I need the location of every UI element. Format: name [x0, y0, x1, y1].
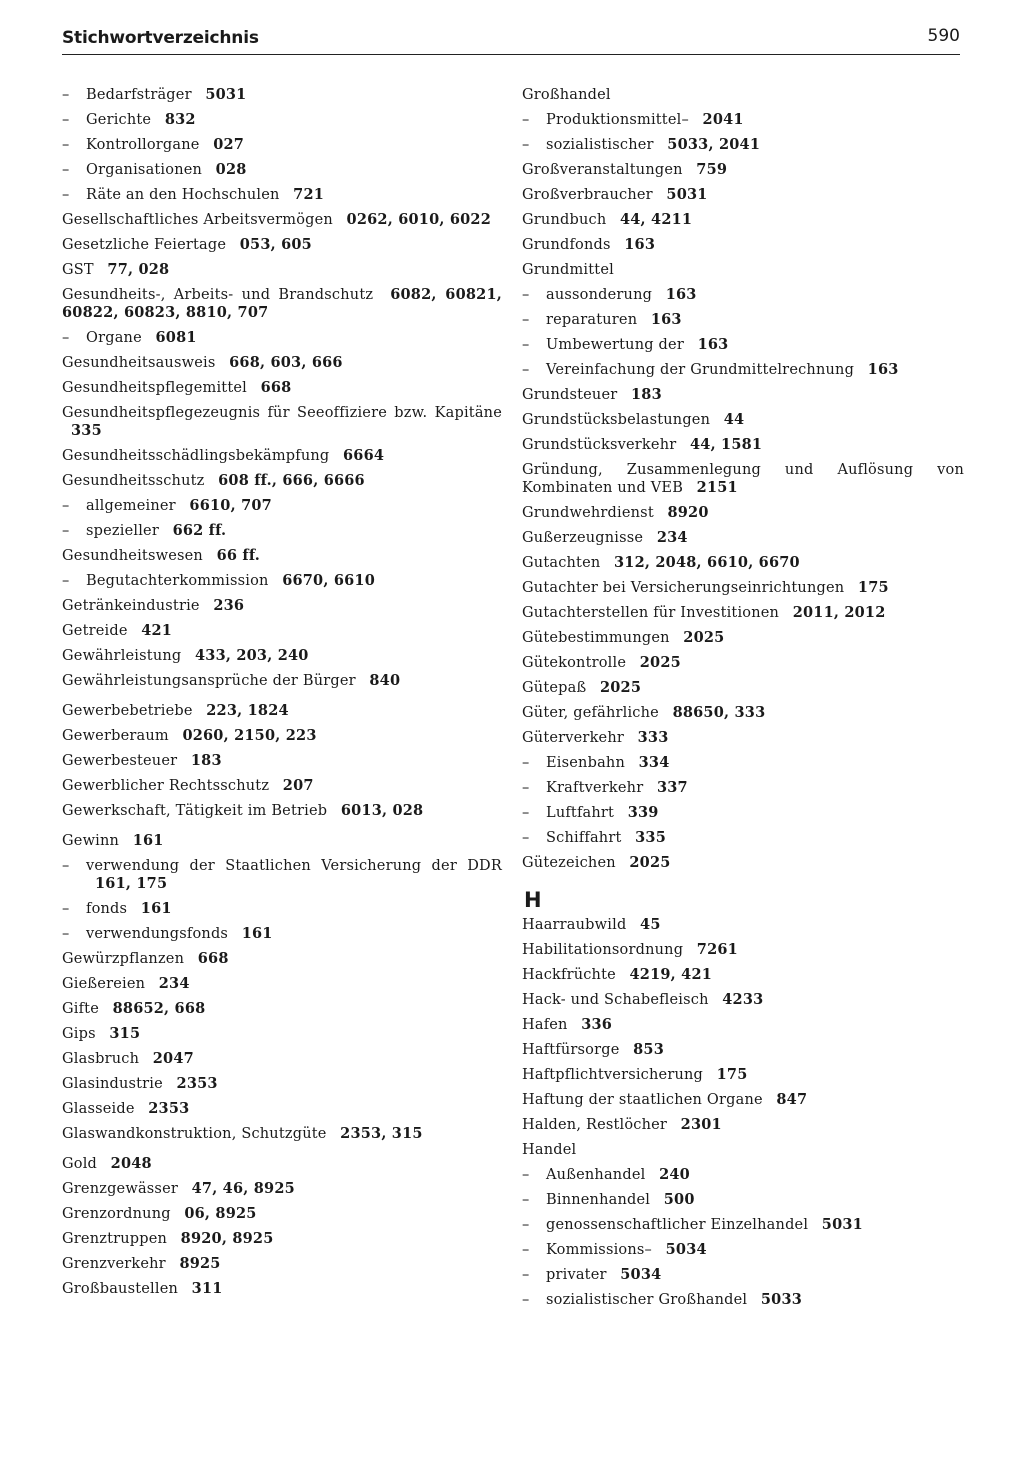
index-entry — [62, 672, 502, 690]
index-reference-numbers: 336 — [581, 1016, 613, 1033]
index-reference-numbers: 5033 — [760, 1291, 803, 1308]
index-subentry — [522, 361, 964, 379]
index-reference-numbers: 2048 — [110, 1155, 152, 1172]
index-reference-numbers: 6081 — [155, 329, 197, 346]
index-reference-numbers: 44, 1581 — [689, 436, 763, 453]
index-reference-numbers: 421 — [141, 622, 173, 639]
page-number: 590 — [927, 26, 960, 46]
index-entry — [62, 975, 502, 993]
index-group-h — [522, 916, 964, 1309]
index-entry — [62, 777, 502, 795]
index-term: Gewerberaum — [62, 728, 169, 744]
index-reference-numbers: 2353, 315 — [340, 1125, 423, 1142]
index-reference-numbers: 028 — [215, 161, 247, 178]
index-entry — [522, 86, 964, 104]
index-reference-numbers: 668 — [197, 950, 229, 967]
index-entry — [522, 386, 964, 404]
index-term: Glasindustrie — [62, 1076, 163, 1092]
index-reference-numbers: 45 — [640, 916, 661, 933]
index-subentry — [62, 111, 502, 129]
index-term: Binnenhandel — [546, 1192, 651, 1208]
index-reference-numbers: 2301 — [680, 1116, 722, 1133]
index-entry — [522, 654, 964, 672]
index-reference-numbers: 2041 — [702, 111, 744, 128]
index-entry — [522, 629, 964, 647]
index-entry — [522, 411, 964, 429]
page-title: Stichwortverzeichnis — [62, 28, 259, 48]
index-term: Gutachter bei Versicherungseinrichtungen — [522, 580, 845, 596]
index-reference-numbers: 44, 4211 — [619, 211, 693, 228]
index-entry — [522, 554, 964, 572]
index-subentry — [62, 329, 502, 347]
index-entry — [522, 186, 964, 204]
index-term: GST — [62, 262, 94, 278]
index-entry — [62, 1255, 502, 1273]
index-reference-numbers: 234 — [158, 975, 190, 992]
index-entry — [62, 354, 502, 372]
index-term: Hafen — [522, 1017, 568, 1033]
index-subentry — [62, 522, 502, 540]
index-reference-numbers: 161, 175 — [95, 875, 168, 892]
index-reference-numbers: 06, 8925 — [184, 1205, 257, 1222]
index-term: Gesundheitswesen — [62, 548, 203, 564]
index-entry — [62, 1230, 502, 1248]
index-term: Gesetzliche Feiertage — [62, 237, 227, 253]
index-term: Luftfahrt — [546, 805, 615, 821]
index-reference-numbers: 163 — [697, 336, 729, 353]
index-reference-numbers: 163 — [867, 361, 899, 378]
index-term: Organe — [86, 330, 142, 346]
index-reference-numbers: 312, 2048, 6610, 6670 — [614, 554, 800, 571]
index-term: sozialistischer Großhandel — [546, 1292, 748, 1308]
index-reference-numbers: 0262, 6010, 6022 — [346, 211, 492, 228]
index-term: Großveranstaltungen — [522, 162, 683, 178]
index-subentry — [522, 829, 964, 847]
index-subentry — [522, 136, 964, 154]
index-entry — [522, 529, 964, 547]
index-entry — [522, 161, 964, 179]
index-term: Gewährleistungsansprüche der Bürger — [62, 673, 356, 689]
index-reference-numbers: 175 — [716, 1066, 748, 1083]
index-term: Gerichte — [86, 112, 152, 128]
index-entry — [522, 1141, 964, 1159]
index-entry — [62, 547, 502, 565]
index-term: Eisenbahn — [546, 755, 625, 771]
index-subentry — [522, 1291, 964, 1309]
index-reference-numbers: 840 — [369, 672, 401, 689]
index-reference-numbers: 315 — [109, 1025, 141, 1042]
index-reference-numbers: 161 — [132, 832, 164, 849]
index-term: Gütebestimmungen — [522, 630, 670, 646]
index-term: genossenschaftlicher Einzelhandel — [546, 1217, 809, 1233]
index-entry — [62, 802, 502, 820]
index-group-g-continued — [522, 86, 964, 872]
index-subentry — [62, 925, 502, 943]
index-reference-numbers: 337 — [656, 779, 688, 796]
index-subentry — [522, 779, 964, 797]
index-subentry — [522, 1266, 964, 1284]
index-column-left — [62, 86, 502, 1305]
index-entry — [62, 236, 502, 254]
index-reference-numbers: 175 — [857, 579, 889, 596]
index-term: Haftpflichtversicherung — [522, 1067, 704, 1083]
index-term: Gesundheitspflegemittel — [62, 380, 247, 396]
index-reference-numbers: 668 — [260, 379, 292, 396]
index-term: Umbewertung der — [546, 337, 684, 353]
index-term: Gesundheitsschutz — [62, 473, 205, 489]
index-entry — [62, 211, 502, 229]
section-letter-h: H — [524, 888, 542, 912]
index-entry — [62, 1280, 502, 1298]
index-term: Großbaustellen — [62, 1281, 179, 1297]
index-term: Gründung, Zusammenlegung und Auflösung von Kombinaten und VEB — [522, 462, 964, 496]
index-term: Hack- und Schabefleisch — [522, 992, 709, 1008]
index-term: Güter, gefährliche — [522, 705, 659, 721]
index-subentry — [522, 1166, 964, 1184]
index-reference-numbers: 2151 — [696, 479, 738, 496]
index-reference-numbers: 183 — [190, 752, 222, 769]
index-term: Gesundheitspflegezeugnis für Seeoffiziere bzw. Kapitäne — [62, 405, 502, 421]
index-term: Grundstücksverkehr — [522, 437, 677, 453]
index-reference-numbers: 5031 — [821, 1216, 863, 1233]
index-subentry — [522, 1216, 964, 1234]
index-reference-numbers: 8920, 8925 — [180, 1230, 274, 1247]
index-term: Haarraubwild — [522, 917, 627, 933]
index-reference-numbers: 6013, 028 — [340, 802, 424, 819]
index-reference-numbers: 240 — [659, 1166, 690, 1183]
index-reference-numbers: 5031 — [205, 86, 247, 103]
index-subentry — [522, 1191, 964, 1209]
index-entry — [62, 1075, 502, 1093]
index-entry — [522, 1041, 964, 1059]
index-term: Gutachten — [522, 555, 601, 571]
index-term: Hackfrüchte — [522, 967, 616, 983]
index-reference-numbers: 5034 — [620, 1266, 662, 1283]
index-entry — [62, 832, 502, 850]
index-term: Schiffahrt — [546, 830, 622, 846]
index-term: Grundmittel — [522, 262, 614, 278]
index-term: Außenhandel — [546, 1167, 646, 1183]
index-term: Gifte — [62, 1001, 99, 1017]
index-term: Grenzgewässer — [62, 1181, 178, 1197]
index-reference-numbers: 339 — [627, 804, 659, 821]
index-term: Gewerbesteuer — [62, 753, 178, 769]
index-term: verwendungsfonds — [86, 926, 229, 942]
index-entry — [522, 504, 964, 522]
index-subentry — [522, 754, 964, 772]
index-entry — [522, 579, 964, 597]
index-reference-numbers: 2025 — [683, 629, 725, 646]
index-entry — [522, 729, 964, 747]
index-term: Getränkeindustrie — [62, 598, 200, 614]
index-term: Gewährleistung — [62, 648, 182, 664]
index-entry — [522, 966, 964, 984]
index-subentry — [522, 311, 964, 329]
index-term: Gewerkschaft, Tätigkeit im Betrieb — [62, 803, 328, 819]
index-entry — [62, 1155, 502, 1173]
index-term: Kommissions– — [546, 1242, 652, 1258]
index-subentry — [522, 804, 964, 822]
page-header — [62, 26, 960, 55]
index-entry — [522, 604, 964, 622]
index-reference-numbers: 335 — [71, 422, 102, 439]
index-reference-numbers: 66 ff. — [216, 547, 260, 564]
index-subentry — [62, 136, 502, 154]
index-reference-numbers: 5034 — [665, 1241, 707, 1258]
index-entry — [522, 991, 964, 1009]
index-term: Halden, Restlöcher — [522, 1117, 668, 1133]
index-entry — [62, 1000, 502, 1018]
index-reference-numbers: 027 — [213, 136, 245, 153]
index-term: Grenzordnung — [62, 1206, 171, 1222]
index-reference-numbers: 6670, 6610 — [282, 572, 375, 589]
index-reference-numbers: 6664 — [343, 447, 385, 464]
index-entry — [522, 1016, 964, 1034]
index-term: Glasseide — [62, 1101, 135, 1117]
index-reference-numbers: 77, 028 — [107, 261, 170, 278]
index-column-right — [522, 86, 964, 1316]
index-term: Gütepaß — [522, 680, 587, 696]
index-term: Organisationen — [86, 162, 203, 178]
index-reference-numbers: 88650, 333 — [672, 704, 766, 721]
index-entry — [62, 702, 502, 720]
index-subentry — [62, 161, 502, 179]
index-term: verwendung der Staatlichen Versicherung der DDR — [86, 858, 502, 874]
index-entry — [522, 461, 964, 497]
index-term: sozialistischer — [546, 137, 654, 153]
index-reference-numbers: 88652, 668 — [112, 1000, 206, 1017]
index-entry — [62, 447, 502, 465]
index-term: Gütezeichen — [522, 855, 616, 871]
index-reference-numbers: 8925 — [179, 1255, 221, 1272]
index-reference-numbers: 2025 — [629, 854, 671, 871]
index-reference-numbers: 7261 — [696, 941, 738, 958]
index-term: Gießereien — [62, 976, 146, 992]
index-reference-numbers: 311 — [191, 1280, 223, 1297]
index-entry — [522, 854, 964, 872]
index-entry — [62, 379, 502, 397]
index-entry — [62, 404, 502, 440]
index-term: Gips — [62, 1026, 96, 1042]
index-subentry — [62, 857, 502, 893]
index-entry — [62, 1100, 502, 1118]
index-term: allgemeiner — [86, 498, 176, 514]
index-entry — [62, 950, 502, 968]
index-reference-numbers: 163 — [650, 311, 682, 328]
index-reference-numbers: 847 — [776, 1091, 808, 1108]
index-subentry — [522, 286, 964, 304]
index-reference-numbers: 2047 — [152, 1050, 194, 1067]
index-entry — [62, 597, 502, 615]
index-subentry — [62, 86, 502, 104]
index-reference-numbers: 2353 — [148, 1100, 190, 1117]
index-reference-numbers: 500 — [663, 1191, 695, 1208]
index-subentry — [62, 900, 502, 918]
index-subentry — [62, 186, 502, 204]
index-term: Großverbraucher — [522, 187, 653, 203]
index-entry — [522, 1091, 964, 1109]
index-reference-numbers: 4219, 421 — [629, 966, 713, 983]
index-term: Gesundheits-, Arbeits- und Brandschutz — [62, 287, 374, 303]
index-subentry — [62, 497, 502, 515]
index-term: Grundstücksbelastungen — [522, 412, 711, 428]
index-term: Grenzverkehr — [62, 1256, 166, 1272]
index-term: Grundbuch — [522, 212, 607, 228]
index-term: Gutachterstellen für Investitionen — [522, 605, 780, 621]
index-entry — [62, 1025, 502, 1043]
index-reference-numbers: 183 — [630, 386, 662, 403]
index-term: Haftfürsorge — [522, 1042, 620, 1058]
index-entry — [522, 436, 964, 454]
index-reference-numbers: 44 — [723, 411, 745, 428]
index-subentry — [522, 336, 964, 354]
index-entry — [522, 704, 964, 722]
index-term: Vereinfachung der Grundmittelrechnung — [546, 362, 855, 378]
index-term: Gewerbebetriebe — [62, 703, 193, 719]
index-reference-numbers: 161 — [140, 900, 172, 917]
index-term: Gußerzeugnisse — [522, 530, 644, 546]
index-term: Kontrollorgane — [86, 137, 200, 153]
index-reference-numbers: 8920 — [667, 504, 709, 521]
index-reference-numbers: 334 — [638, 754, 670, 771]
index-reference-numbers: 207 — [282, 777, 314, 794]
index-entry — [522, 211, 964, 229]
index-reference-numbers: 668, 603, 666 — [229, 354, 343, 371]
index-reference-numbers: 236 — [213, 597, 245, 614]
index-term: Glaswandkonstruktion, Schutzgüte — [62, 1126, 327, 1142]
index-reference-numbers: 161 — [241, 925, 273, 942]
index-entry — [62, 647, 502, 665]
index-term: Kraftverkehr — [546, 780, 644, 796]
index-term: Grundwehrdienst — [522, 505, 654, 521]
index-term: Räte an den Hochschulen — [86, 187, 280, 203]
index-term: Handel — [522, 1142, 577, 1158]
index-reference-numbers: 6610, 707 — [189, 497, 272, 514]
index-reference-numbers: 2025 — [599, 679, 642, 696]
index-reference-numbers: 335 — [635, 829, 666, 846]
index-reference-numbers: 2353 — [176, 1075, 218, 1092]
index-entry — [62, 472, 502, 490]
index-term: Bedarfsträger — [86, 87, 192, 103]
index-reference-numbers: 163 — [665, 286, 697, 303]
index-reference-numbers: 832 — [164, 111, 196, 128]
index-reference-numbers: 5031 — [666, 186, 708, 203]
index-term: Gewinn — [62, 833, 120, 849]
index-reference-numbers: 759 — [696, 161, 728, 178]
index-entry — [522, 679, 964, 697]
index-term: Gütekontrolle — [522, 655, 627, 671]
index-term: Getreide — [62, 623, 128, 639]
index-entry — [62, 727, 502, 745]
index-term: Gold — [62, 1156, 98, 1172]
index-term: aussonderung — [546, 287, 653, 303]
index-term: fonds — [86, 901, 128, 917]
index-term: Güterverkehr — [522, 730, 625, 746]
index-subentry — [62, 572, 502, 590]
index-reference-numbers: 4233 — [722, 991, 764, 1008]
index-term: Gesundheitsausweis — [62, 355, 216, 371]
index-term: Gewürzpflanzen — [62, 951, 185, 967]
index-term: Haftung der staatlichen Organe — [522, 1092, 763, 1108]
index-term: Gesellschaftliches Arbeitsvermögen — [62, 212, 333, 228]
index-reference-numbers: 163 — [624, 236, 656, 253]
index-entry — [62, 286, 502, 322]
index-entry — [522, 1116, 964, 1134]
index-entry — [62, 1205, 502, 1223]
index-term: privater — [546, 1267, 607, 1283]
index-term: Grundfonds — [522, 237, 611, 253]
index-term: Habilitationsordnung — [522, 942, 684, 958]
index-reference-numbers: 053, 605 — [239, 236, 312, 253]
index-reference-numbers: 662 ff. — [172, 522, 227, 539]
index-entry — [62, 1180, 502, 1198]
index-entry — [522, 236, 964, 254]
index-reference-numbers: 5033, 2041 — [667, 136, 761, 153]
index-entry — [522, 941, 964, 959]
index-reference-numbers: 234 — [656, 529, 688, 546]
index-reference-numbers: 2025 — [639, 654, 681, 671]
index-term: Gewerblicher Rechtsschutz — [62, 778, 270, 794]
index-entry — [62, 622, 502, 640]
index-term: Großhandel — [522, 87, 611, 103]
index-reference-numbers: 6082, 60821, 60822, 60823, 8810, 707 — [62, 286, 502, 321]
index-entry — [62, 752, 502, 770]
index-reference-numbers: 721 — [293, 186, 325, 203]
index-term: spezieller — [86, 523, 159, 539]
index-entry — [62, 1050, 502, 1068]
index-subentry — [522, 111, 964, 129]
index-reference-numbers: 433, 203, 240 — [194, 647, 309, 664]
index-term: Glasbruch — [62, 1051, 140, 1067]
index-reference-numbers: 608 ff., 666, 6666 — [218, 472, 365, 489]
index-reference-numbers: 2011, 2012 — [792, 604, 886, 621]
index-entry — [62, 261, 502, 279]
index-entry — [522, 916, 964, 934]
index-entry — [522, 1066, 964, 1084]
index-reference-numbers: 853 — [633, 1041, 664, 1058]
index-reference-numbers: 223, 1824 — [206, 702, 289, 719]
index-entry — [62, 1125, 502, 1143]
index-term: Produktionsmittel– — [546, 112, 689, 128]
index-reference-numbers: 47, 46, 8925 — [191, 1180, 295, 1197]
index-entry — [522, 261, 964, 279]
index-term: Gesundheitsschädlingsbekämpfung — [62, 448, 330, 464]
index-reference-numbers: 0260, 2150, 223 — [182, 727, 317, 744]
index-term: Grenztruppen — [62, 1231, 168, 1247]
index-reference-numbers: 333 — [637, 729, 669, 746]
index-term: reparaturen — [546, 312, 638, 328]
index-subentry — [522, 1241, 964, 1259]
index-term: Begutachterkommission — [86, 573, 269, 589]
index-term: Grundsteuer — [522, 387, 618, 403]
